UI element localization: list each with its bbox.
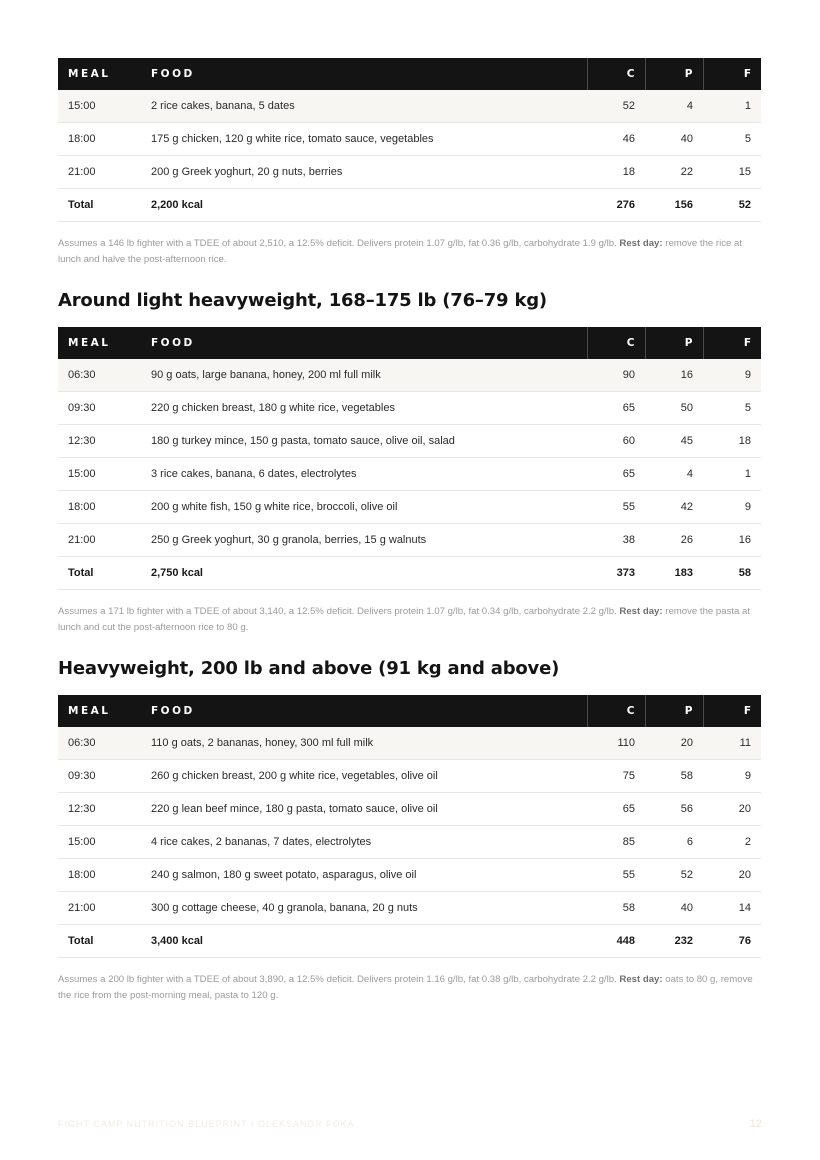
meal-food: 3 rice cakes, banana, 6 dates, electrolytes [141, 458, 587, 491]
footer-title: FIGHT CAMP NUTRITION BLUEPRINT / OLEKSANDR FOKA [58, 1119, 355, 1129]
meal-food: 180 g turkey mince, 150 g pasta, tomato sauce, olive oil, salad [141, 425, 587, 458]
header-carbs: C [587, 327, 645, 359]
table-row [58, 892, 761, 925]
table-row [58, 760, 761, 793]
meal-time: 06:30 [58, 359, 141, 392]
header-meal: MEAL [58, 327, 141, 359]
total-label: Total [58, 557, 141, 590]
header-protein: P [645, 695, 703, 727]
meal-time: 21:00 [58, 156, 141, 189]
meal-time: 15:00 [58, 458, 141, 491]
meal-food: 175 g chicken, 120 g white rice, tomato sauce, vegetables [141, 123, 587, 156]
header-food: FOOD [141, 695, 587, 727]
total-carbs: 373 [587, 557, 645, 590]
total-fat: 76 [703, 925, 761, 958]
protein-value: 40 [645, 892, 703, 925]
meal-plan-table [58, 327, 761, 590]
rest-day-text: oats to 80 g, remove the rice from the post-morning meal, pasta to 120 g. [58, 974, 753, 1001]
meal-food: 2 rice cakes, banana, 5 dates [141, 90, 587, 123]
fat-value: 9 [703, 760, 761, 793]
fat-value: 9 [703, 491, 761, 524]
carbs-value: 90 [587, 359, 645, 392]
meal-food: 4 rice cakes, 2 bananas, 7 dates, electrolytes [141, 826, 587, 859]
meal-food: 250 g Greek yoghurt, 30 g granola, berries, 15 g walnuts [141, 524, 587, 557]
meal-food: 220 g lean beef mince, 180 g pasta, tomato sauce, olive oil [141, 793, 587, 826]
protein-value: 4 [645, 458, 703, 491]
table-header-row [58, 58, 761, 90]
total-carbs: 276 [587, 189, 645, 222]
page-footer [58, 1118, 762, 1130]
carbs-value: 65 [587, 392, 645, 425]
rest-day-label: Rest day: [619, 238, 663, 249]
table-row [58, 425, 761, 458]
protein-value: 4 [645, 90, 703, 123]
fat-value: 2 [703, 826, 761, 859]
table-row [58, 727, 761, 760]
total-protein: 156 [645, 189, 703, 222]
meal-time: 12:30 [58, 425, 141, 458]
carbs-value: 65 [587, 458, 645, 491]
table-row [58, 826, 761, 859]
header-meal: MEAL [58, 695, 141, 727]
carbs-value: 58 [587, 892, 645, 925]
rest-day-label: Rest day: [619, 974, 663, 985]
header-food: FOOD [141, 327, 587, 359]
protein-value: 56 [645, 793, 703, 826]
table-row [58, 859, 761, 892]
total-label: Total [58, 189, 141, 222]
total-kcal: 2,750 kcal [141, 557, 587, 590]
meal-food: 260 g chicken breast, 200 g white rice, vegetables, olive oil [141, 760, 587, 793]
header-carbs: C [587, 58, 645, 90]
meal-plan-table [58, 58, 761, 222]
carbs-value: 18 [587, 156, 645, 189]
meal-time: 18:00 [58, 859, 141, 892]
meal-time: 12:30 [58, 793, 141, 826]
header-meal: MEAL [58, 58, 141, 90]
total-row [58, 189, 761, 222]
protein-value: 22 [645, 156, 703, 189]
total-fat: 52 [703, 189, 761, 222]
fat-value: 15 [703, 156, 761, 189]
meal-food: 110 g oats, 2 bananas, honey, 300 ml full milk [141, 727, 587, 760]
rest-day-text: remove the pasta at lunch and cut the post-afternoon rice to 80 g. [58, 606, 751, 633]
carbs-value: 55 [587, 859, 645, 892]
header-fat: F [703, 327, 761, 359]
carbs-value: 75 [587, 760, 645, 793]
table-row [58, 793, 761, 826]
rest-day-text: remove the rice at lunch and halve the post-afternoon rice. [58, 238, 743, 265]
protein-value: 6 [645, 826, 703, 859]
fat-value: 5 [703, 392, 761, 425]
fat-value: 1 [703, 458, 761, 491]
meal-food: 200 g white fish, 150 g white rice, broccoli, olive oil [141, 491, 587, 524]
table-row [58, 123, 761, 156]
table-note [58, 236, 761, 268]
meal-food: 300 g cottage cheese, 40 g granola, banana, 20 g nuts [141, 892, 587, 925]
carbs-value: 55 [587, 491, 645, 524]
carbs-value: 52 [587, 90, 645, 123]
table-row [58, 359, 761, 392]
fat-value: 5 [703, 123, 761, 156]
meal-time: 06:30 [58, 727, 141, 760]
header-protein: P [645, 58, 703, 90]
table-row [58, 524, 761, 557]
table-header-row [58, 327, 761, 359]
fat-value: 20 [703, 793, 761, 826]
total-kcal: 3,400 kcal [141, 925, 587, 958]
page-content [58, 58, 761, 1004]
carbs-value: 60 [587, 425, 645, 458]
protein-value: 52 [645, 859, 703, 892]
note-text: Assumes a 146 lb fighter with a TDEE of about 2,510, a 12.5% deficit. Delivers protein 1.07 g/lb, fat 0.36 g/lb, carbohydrate 1.9 g/lb. [58, 238, 617, 249]
meal-time: 09:30 [58, 392, 141, 425]
rest-day-label: Rest day: [619, 606, 663, 617]
protein-value: 20 [645, 727, 703, 760]
meal-time: 18:00 [58, 123, 141, 156]
carbs-value: 110 [587, 727, 645, 760]
table-row [58, 90, 761, 123]
meal-time: 15:00 [58, 826, 141, 859]
note-text: Assumes a 171 lb fighter with a TDEE of about 3,140, a 12.5% deficit. Delivers protein 1.07 g/lb, fat 0.34 g/lb, carbohydrate 2.2 g/lb. [58, 606, 617, 617]
section-heading: Around light heavyweight, 168–175 lb (76–79 kg) [58, 290, 547, 311]
meal-time: 09:30 [58, 760, 141, 793]
carbs-value: 38 [587, 524, 645, 557]
table-header-row [58, 695, 761, 727]
total-carbs: 448 [587, 925, 645, 958]
meal-plan-table [58, 695, 761, 958]
fat-value: 20 [703, 859, 761, 892]
fat-value: 18 [703, 425, 761, 458]
meal-time: 21:00 [58, 892, 141, 925]
header-protein: P [645, 327, 703, 359]
total-row [58, 557, 761, 590]
protein-value: 50 [645, 392, 703, 425]
carbs-value: 65 [587, 793, 645, 826]
total-label: Total [58, 925, 141, 958]
carbs-value: 46 [587, 123, 645, 156]
fat-value: 14 [703, 892, 761, 925]
table-note [58, 972, 761, 1004]
total-protein: 183 [645, 557, 703, 590]
carbs-value: 85 [587, 826, 645, 859]
meal-food: 220 g chicken breast, 180 g white rice, vegetables [141, 392, 587, 425]
table-row [58, 491, 761, 524]
total-protein: 232 [645, 925, 703, 958]
meal-time: 18:00 [58, 491, 141, 524]
table-row [58, 156, 761, 189]
protein-value: 45 [645, 425, 703, 458]
meal-time: 21:00 [58, 524, 141, 557]
fat-value: 1 [703, 90, 761, 123]
total-row [58, 925, 761, 958]
protein-value: 58 [645, 760, 703, 793]
header-carbs: C [587, 695, 645, 727]
fat-value: 11 [703, 727, 761, 760]
protein-value: 26 [645, 524, 703, 557]
section-heading: Heavyweight, 200 lb and above (91 kg and above) [58, 658, 560, 679]
protein-value: 40 [645, 123, 703, 156]
note-text: Assumes a 200 lb fighter with a TDEE of about 3,890, a 12.5% deficit. Delivers protein 1.16 g/lb, fat 0.38 g/lb, carbohydrate 2.2 g/lb. [58, 974, 617, 985]
meal-food: 240 g salmon, 180 g sweet potato, asparagus, olive oil [141, 859, 587, 892]
page-number: 12 [749, 1118, 762, 1130]
header-fat: F [703, 58, 761, 90]
protein-value: 42 [645, 491, 703, 524]
header-fat: F [703, 695, 761, 727]
table-note [58, 604, 761, 636]
header-food: FOOD [141, 58, 587, 90]
meal-food: 90 g oats, large banana, honey, 200 ml full milk [141, 359, 587, 392]
fat-value: 9 [703, 359, 761, 392]
meal-time: 15:00 [58, 90, 141, 123]
meal-food: 200 g Greek yoghurt, 20 g nuts, berries [141, 156, 587, 189]
total-fat: 58 [703, 557, 761, 590]
fat-value: 16 [703, 524, 761, 557]
table-row [58, 458, 761, 491]
total-kcal: 2,200 kcal [141, 189, 587, 222]
table-row [58, 392, 761, 425]
protein-value: 16 [645, 359, 703, 392]
